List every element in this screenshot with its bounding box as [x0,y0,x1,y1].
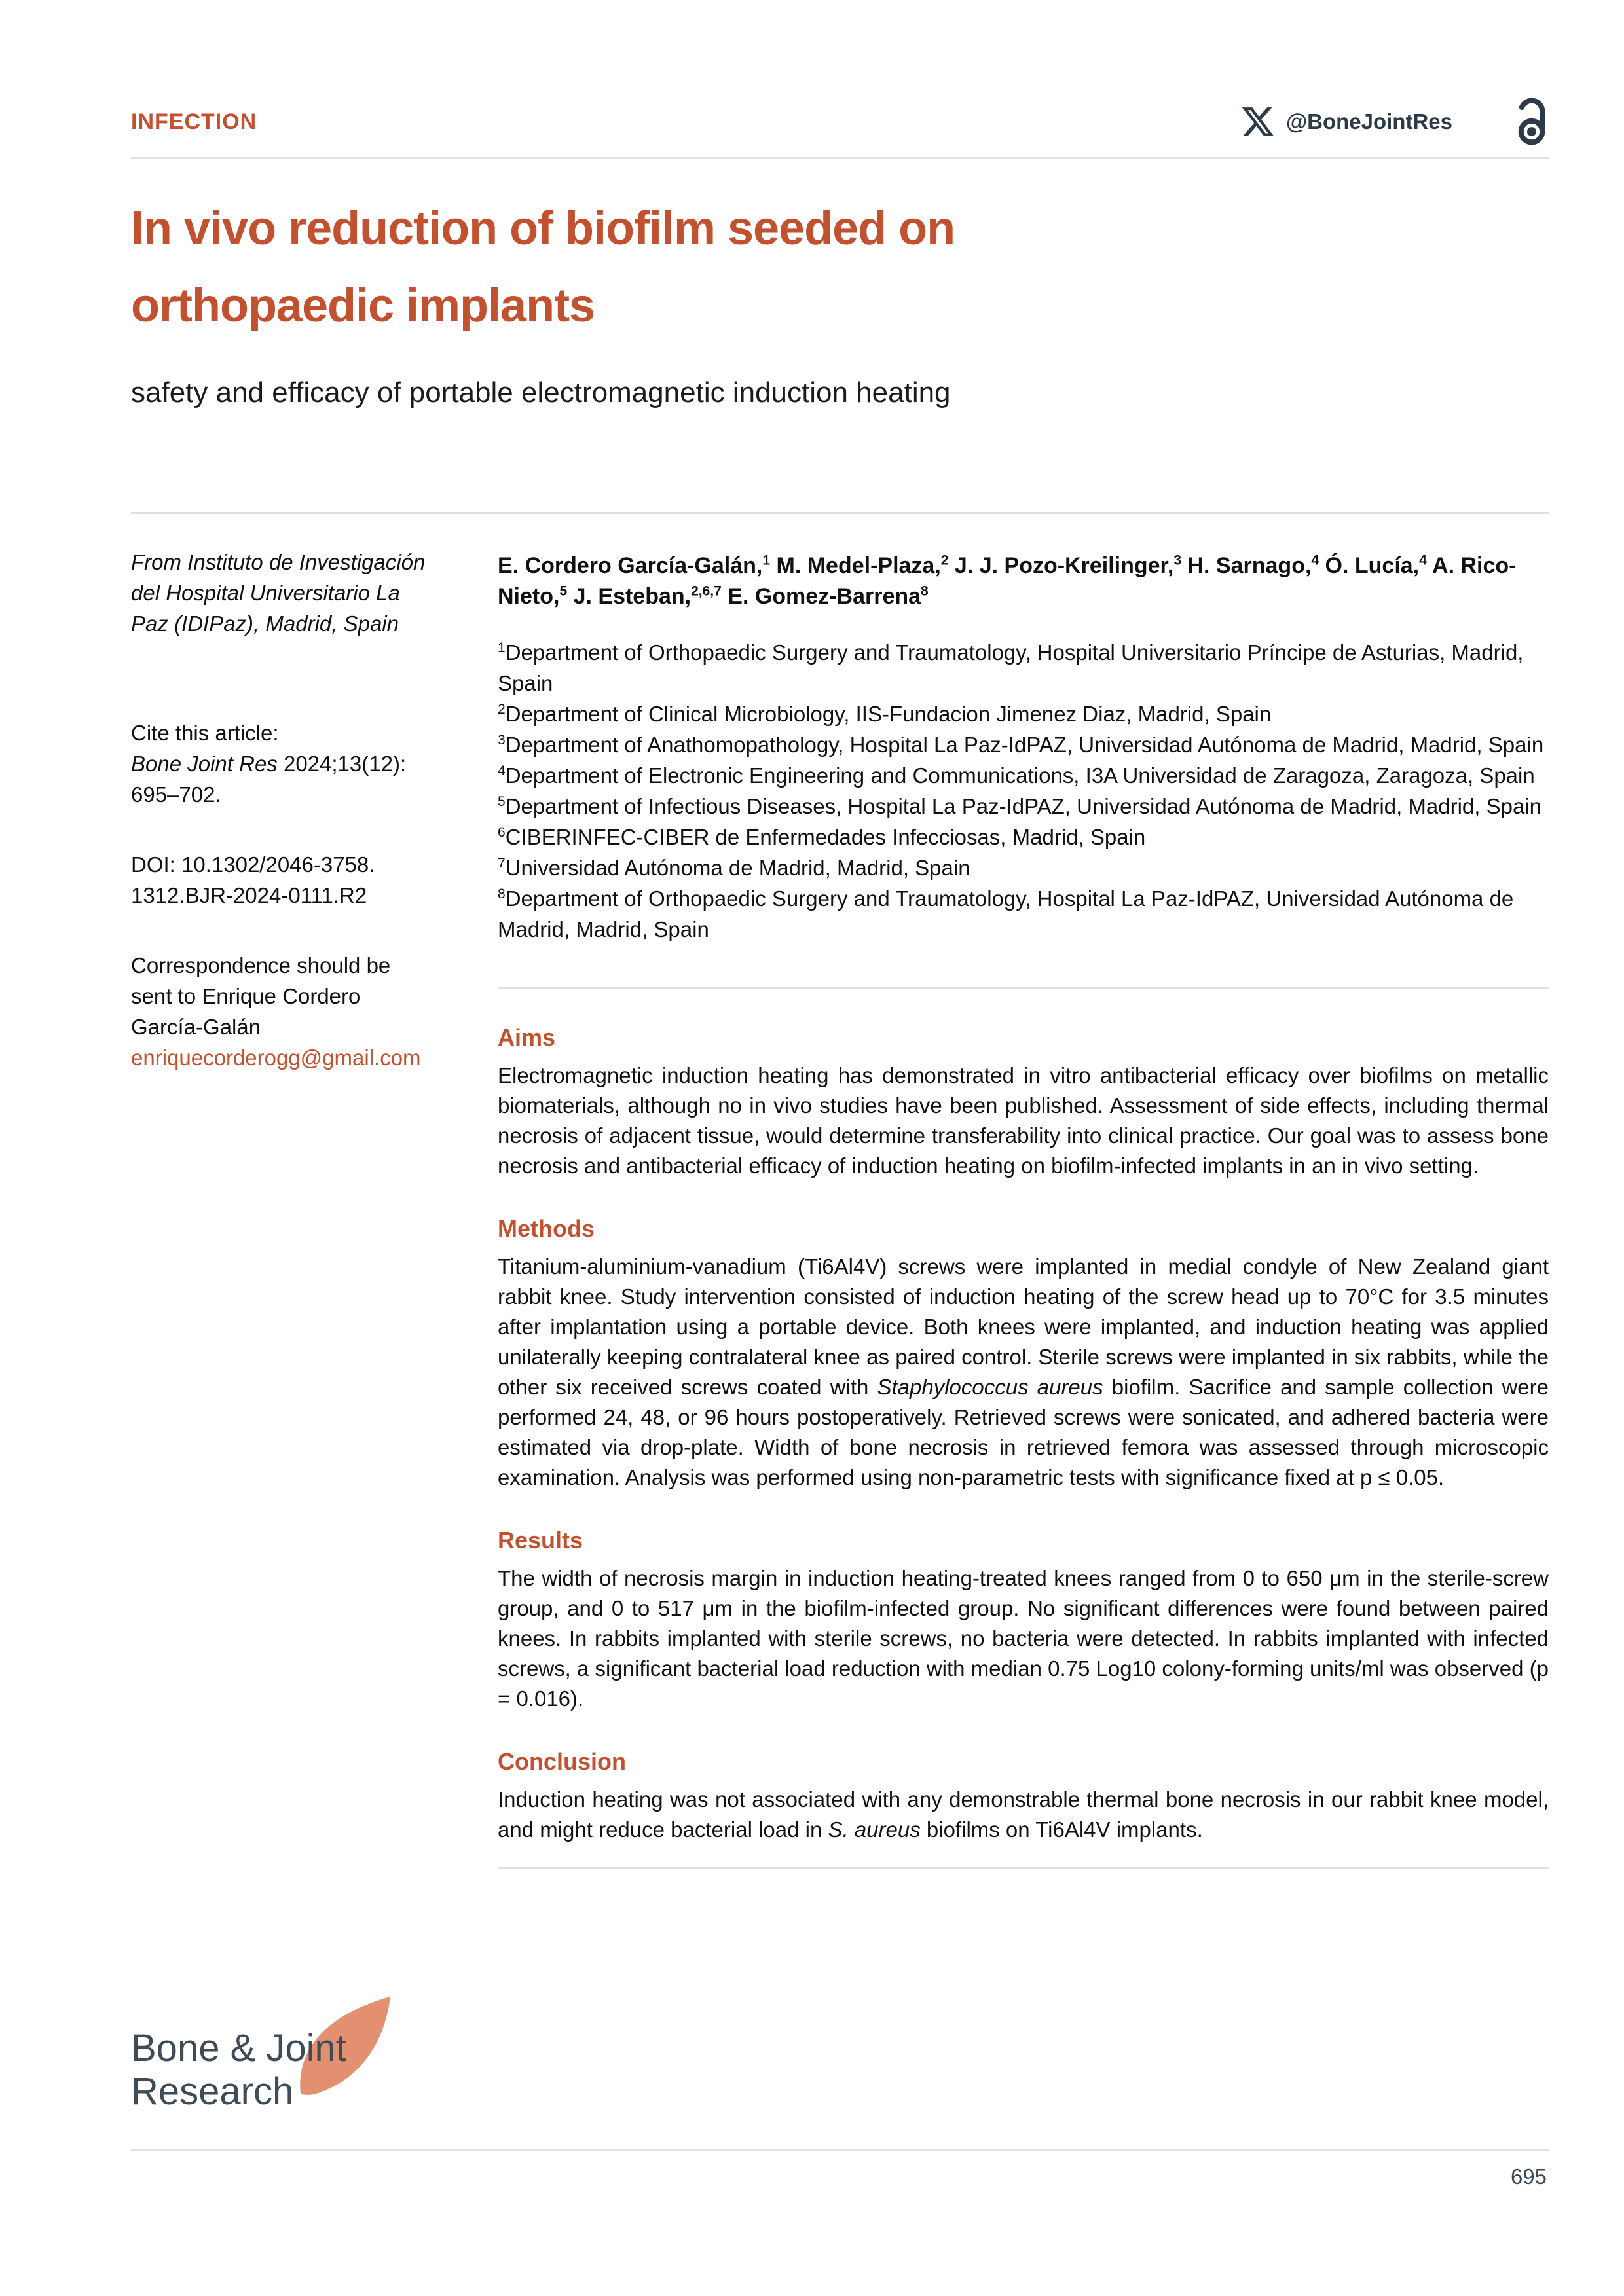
affiliation-item: $^5$Department of Infectious Diseases, Hospital La Paz-IdPAZ, Universidad Autónoma de Madrid, Madrid, Spain [498,794,1542,818]
header-right [1240,98,1549,145]
abstract-divider [498,987,1549,989]
footer-divider [131,2149,1549,2151]
methods-heading: Methods [498,1215,595,1242]
affiliation-item: $^3$Department of Anathomopathology, Hospital La Paz-IdPAZ, Universidad Autónoma de Madrid, Madrid, Spain [498,733,1544,757]
section-label: INFECTION [131,109,257,134]
species-name: Staphylococcus aureus [877,1375,1103,1399]
doi-line1: DOI: 10.1302/2046-3758. [131,852,375,877]
title-divider [131,512,1549,514]
cite-text [131,752,406,807]
affiliation-item: $^6$CIBERINFEC-CIBER de Enfermedades Infecciosas, Madrid, Spain [498,825,1146,849]
author-sup: 8 [921,583,929,599]
cite-rest: 2024;13(12): 695–702. [131,752,407,807]
open-access-icon [1515,98,1549,145]
author-segment: E. Gomez-Barrena$^8$ [721,583,929,609]
cite-label: Cite this article: [131,721,279,745]
affiliation-list [498,637,1549,945]
content-columns [131,547,1549,1869]
author-segment: Ó. Lucía,$^4$ [1319,553,1427,578]
author-segment: J. J. Pozo-Kreilinger,$^3$ [948,553,1182,578]
cite-journal-name: Bone Joint Res [131,752,278,776]
header-divider [131,157,1549,159]
doi-line2: 1312.BJR-2024-0111.R2 [131,883,367,907]
correspondence-text: Correspondence should be sent to Enrique Cordero García-Galán [131,953,391,1039]
conclusion-heading: Conclusion [498,1748,626,1775]
results-body: The width of necrosis margin in induction heating-treated knees ranged from 0 to 650 μm in the sterile-screw group, and 0 to 517 μm in the biofilm-infected group. No significant differences were found between paired knees. In rabbits implanted with sterile screws, no bacteria were detected. In rabbits implanted with infected screws, a significant bacterial load reduction with median 0.75 Log10 colony-forming units/ml was observed (p = 0.016). [498,1566,1549,1711]
journal-logo [131,1994,406,2132]
author-segment: E. Cordero García-Galán,$^1$ [498,553,771,578]
conclusion-body: Induction heating was not associated with any demonstrable thermal bone necrosis in our rabbit knee model, and might reduce bacterial load in S. aureus biofilms on Ti6Al4V implants. [498,1787,1549,1842]
correspondence-block [131,950,432,1073]
page-number: 695 [1510,2164,1547,2189]
article-subtitle: safety and efficacy of portable electromagnetic induction heating [131,376,951,409]
x-social-icon[interactable] [1240,104,1276,139]
species-name: S. aureus [828,1817,921,1842]
journal-name-line1: Bone & Joint [131,2027,346,2069]
journal-logo-text [131,2027,406,2113]
author-sup: 4 [1311,553,1320,568]
author-segment: H. Sarnago,$^4$ [1181,553,1320,578]
aims-body: Electromagnetic induction heating has demonstrated in vitro antibacterial efficacy over biofilms on metallic biomaterials, although no in vivo studies have been published. Assessment of side effects, including thermal necrosis of adjacent tissue, would determine transferability into clinical practice. Our goal was to assess bone necrosis and antibacterial efficacy of induction heating on biofilm-infected implants in an in vivo setting. [498,1063,1549,1178]
author-list [498,551,1549,612]
title-line2: orthopaedic implants [131,280,595,332]
affiliation-item: $^1$Department of Orthopaedic Surgery and Traumatology, Hospital Universitario Príncipe de Asturias, Madrid, Spain [498,640,1524,695]
author-sup: 1 [762,553,771,568]
institution-note: From Instituto de Investigación del Hospital Universitario La Paz (IDIPaz), Madrid, Spain [131,550,426,636]
author-sup: 5 [559,583,568,599]
results-heading: Results [498,1527,583,1554]
correspondence-email-link[interactable]: enriquecorderogg@gmail.com [131,1046,421,1070]
title-line1: In vivo reduction of biofilm seeded on [131,202,955,255]
methods-body: Titanium-aluminium-vanadium (Ti6Al4V) screws were implanted in medial condyle of New Zealand giant rabbit knee. Study intervention consisted of induction heating of the screw head up to 70°C for 3.5 minutes after implantation using a portable device. Both knees were implanted, and induction heating was applied unilaterally keeping contralateral knee as paired control. Sterile screws were implanted in six rabbits, while the other six received screws coated with Staphylococcus aureus biofilm. Sacrifice and sample collection were performed 24, 48, or 96 hours postoperatively. Retrieved screws were sonicated, and adhered bacteria were estimated via drop-plate. Width of bone necrosis in retrieved femora was assessed through microscopic examination. Analysis was performed using non-parametric tests with significance fixed at p ≤ 0.05. [498,1254,1549,1489]
conclusion-divider [498,1867,1549,1869]
author-sup: 2,6,7 [691,583,722,599]
article-title [131,190,1244,344]
affiliation-item: $^4$Department of Electronic Engineering and Communications, I3A Universidad de Zaragoza, Zaragoza, Spain [498,763,1535,788]
journal-name-line2: Research [131,2070,294,2113]
twitter-handle[interactable]: @BoneJointRes [1285,109,1452,134]
page-header [131,96,1549,148]
affiliation-item: $^7$Universidad Autónoma de Madrid, Madrid, Spain [498,856,970,880]
author-sup: 3 [1173,553,1182,568]
author-sup: 2 [940,553,949,568]
main-column [498,547,1549,1869]
author-segment: M. Medel-Plaza,$^2$ [770,553,949,578]
citation-block [131,718,432,810]
author-segment: A. Rico-Nieto,$^5$ [498,553,1517,609]
author-segment: J. Esteban,$^{2,6,7}$ [567,583,722,609]
doi-block [131,849,432,911]
sidebar [131,547,432,1869]
aims-heading: Aims [498,1024,556,1051]
author-sup: 4 [1419,553,1427,568]
affiliation-item: $^8$Department of Orthopaedic Surgery and Traumatology, Hospital La Paz-IdPAZ, Universidad Autónoma de Madrid, Madrid, Spain [498,886,1514,941]
affiliation-item: $^2$Department of Clinical Microbiology, IIS-Fundacion Jimenez Diaz, Madrid, Spain [498,702,1272,726]
